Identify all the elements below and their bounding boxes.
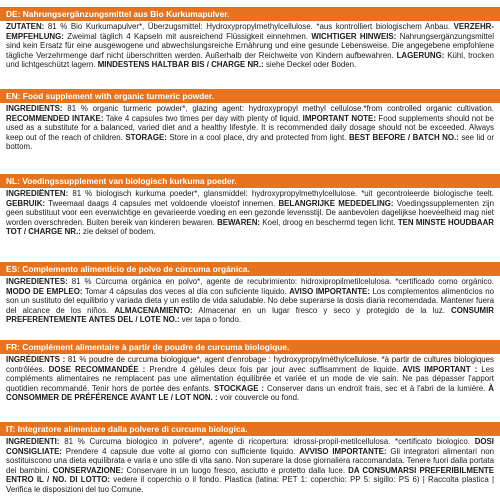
field-label: MODO DE EMPLEO: <box>6 286 83 296</box>
field-text: voir couvercle ou fond. <box>217 393 300 403</box>
field-text: Gli integratori alimentari non sostituiscono una dieta equilibrata e varia e uno stile di vita sano. Non superare la dose giornaliera raccomandata. Tenere fuori dalla portata dei bambini. <box>6 446 495 475</box>
section-body <box>0 103 500 152</box>
field-text: ver tapa o fondo. <box>179 315 242 325</box>
field-label: LAGERUNG: <box>396 50 445 60</box>
field-label: GEBRUIK: <box>6 198 46 208</box>
section-de <box>0 7 500 70</box>
field-text: 81 % poudre de curcuma biologique*, agent d'enrobage : hydroxypropylméthylcellulose. *à partir de cultures biologiques contrôlées. <box>6 355 494 374</box>
field-label: À CONSOMMER DE PRÉFÉRENCE AVANT LE / LOT NON. : <box>6 383 494 403</box>
section-header: DE: Nahrungsergänzungsmittel aus Bio Kurkumapulver. <box>0 7 500 21</box>
field-text: Almacenar en un lugar fresco y seco y protegido de la luz. <box>192 305 452 315</box>
field-text: Los complementos alimenticios no son un sustituto del equilibrio y variada dieta y un estilo de vida saludable. No debe superarse la dosis diaria recomendada. Mantener fuera del alcance de los niños. <box>6 286 494 315</box>
field-label: DOSE RECOMMANDÉE : <box>48 364 146 374</box>
field-label: BEWAREN: <box>217 217 261 227</box>
field-text: Store in a cool place, dry and protected from light. <box>166 132 349 142</box>
field-label: RECOMMENDED INTAKE: <box>6 113 104 123</box>
section-header: EN: Food supplement with organic turmeric powder. <box>0 89 500 103</box>
section-en <box>0 89 500 152</box>
field-label: AVISO IMPORTANTE: <box>289 286 370 296</box>
section-header: FR: Complément alimentaire à partir de poudre de curcuma biologique. <box>0 340 500 354</box>
field-text: Conservare in un luogo fresco, asciutto e protetto dalla luce. <box>123 465 349 475</box>
field-text: Tomar 4 cápsulas dos veces al día con suficiente líquido. <box>82 286 290 296</box>
field-text: Conserver dans un endroit frais, sec et à l'abri de la lumière. <box>264 383 489 393</box>
section-body <box>0 21 500 70</box>
field-text: Nahrungsergänzungsmittel sind kein Ersatz für eine ausgewogene und abwechslungsreiche Ernährung und eine gesunde Lebensweise. Die angegebene empfohlene tägliche Verzehrmenge darf nicht überschritten werden. Außerhalb der Reichweite von Kindern aufbewahren. <box>6 31 494 60</box>
field-text: Zweimal täglich 4 Kapseln mit ausreichend Flüssigkeit einnehmen. <box>63 31 312 41</box>
field-text: Voedingssupplementen zijn geen substituut voor een evenwichtige en gevarieerde voeding en een gezonde levensstijl. De aanbevolen dagelijkse hoeveelheid mag niet worden overschreden. Buiten bereik van kinderen bewaren. <box>6 198 495 227</box>
field-label: CONSERVAZIONE: <box>52 465 124 475</box>
section-nl <box>0 174 500 237</box>
field-label: BELANGRIJKE MEDEDELING: <box>278 198 394 208</box>
field-text: 81 % biologisch kurkuma poeder*, glansmiddel: hydroxypropylmethylcellulose. *uit gecontroleerde biologische teelt. <box>68 189 494 198</box>
section-header: IT: Integratore alimentare dalla polvere di curcuma biologica. <box>0 422 500 436</box>
field-text: Prendre 4 gélules deux fois par jour avec suffisamment de liquide. <box>145 364 403 374</box>
field-label: AVVISO IMPORTANTE: <box>299 446 387 456</box>
field-label: INGREDIËNTEN: <box>6 189 69 198</box>
field-label: DOSI CONSIGLIATE: <box>6 437 494 456</box>
field-text: zie deksel of bodem. <box>80 227 156 237</box>
field-text: Kühl, trocken und lichtgeschützt lagern. <box>6 50 494 70</box>
field-label: ALMACENAMIENTO: <box>114 305 193 315</box>
field-label: IMPORTANT NOTE: <box>302 113 376 123</box>
field-label: ZUTATEN: <box>6 22 45 31</box>
section-body <box>0 188 500 237</box>
section-it <box>0 422 500 495</box>
field-text: 81 % organic turmeric powder*, glazing agent: hydroxypropyl methyl cellulose.*from controlled organic cultivation. <box>62 104 494 113</box>
field-label: STORAGE: <box>125 132 167 142</box>
field-label: STOCKAGE : <box>213 383 265 393</box>
field-label: TEN MINSTE HOUDBAAR TOT / CHARGE NR.: <box>6 217 494 237</box>
field-text: Prendere 4 capsule due volte al giorno con sufficiente liquido. <box>61 446 300 456</box>
field-label: BEST BEFORE / BATCH NO.: <box>348 132 459 142</box>
field-text: Koel, droog en beschermd tegen licht. <box>260 217 398 227</box>
field-text: Tweemaal daags 4 capsules met voldoende vloeistof innemen. <box>45 198 279 208</box>
field-label: INGRÉDIENTS : <box>6 355 66 364</box>
field-label: INGREDIENTES: <box>6 277 68 286</box>
field-text: 81 % Bio Kurkumapulver*, Überzugsmittel: Hydroxypropylmethylcellulose. *aus kontrolliert biologischem Anbau. <box>44 22 454 31</box>
field-text: 81 % Curcuma biologico in polvere*, agente di ricopertura: idrossi-propil-metilcellulosa. *certificato biologico. <box>59 437 475 446</box>
field-label: WICHTIGER HINWEIS: <box>311 31 397 41</box>
field-text: siehe Deckel oder Boden. <box>263 60 357 70</box>
field-text: Food supplements should not be used as a substitute for a balanced, varied diet and a healthy lifestyle. It is recommended daily dosage should not be exceeded. Always keep out of the reach of children. <box>6 113 494 142</box>
section-body <box>0 436 500 495</box>
field-text: 81 % Cúrcuma orgánica en polvo*, agente de recubrimiento: hidroxipropilmetilcelulosa. *certificado como orgánico. <box>67 277 494 286</box>
field-text: vedere il coperchio o il fondo. Plastica (latina: PET 1: coperchio: PP 5: sigillo: PS 6) | Raccolta plastica | Verifica le disposizioni del tuo Comune. <box>6 475 495 494</box>
section-header: NL: Voedingssupplement van biologisch kurkuma poeder. <box>0 174 500 188</box>
field-label: DA CONSUMARSI PREFERIBILMENTE ENTRO IL / NO. DI LOTTO: <box>6 465 494 485</box>
field-label: INGREDIENTS: <box>6 104 63 113</box>
section-es <box>0 262 500 325</box>
field-label: AVIS IMPORTANT : <box>402 364 478 374</box>
field-text: see lid or bottom. <box>6 132 494 152</box>
section-body <box>0 276 500 325</box>
section-fr <box>0 340 500 403</box>
field-text: Les compléments alimentaires ne remplacent pas une alimentation équilibrée et variée et un mode de vie sain. Ne pas dépasser l'apport quotidien recommandé. Tenir hors de portée des enfants. <box>6 364 494 393</box>
field-label: VERZEHR-EMPFEHLUNG: <box>6 22 494 41</box>
field-label: INGREDIENTI: <box>6 437 60 446</box>
field-label: MINDESTENS HALTBAR BIS / CHARGE NR.: <box>97 60 264 70</box>
field-label: CONSUMIR PREFERENTEMENTE ANTES DEL / LOTE NO.: <box>6 305 495 325</box>
section-body <box>0 354 500 403</box>
field-text: Take 4 capsules two times per day with plenty of liquid. <box>103 113 303 123</box>
section-header: ES: Complemento alimenticio de polvo de cúrcuma orgánica. <box>0 262 500 276</box>
